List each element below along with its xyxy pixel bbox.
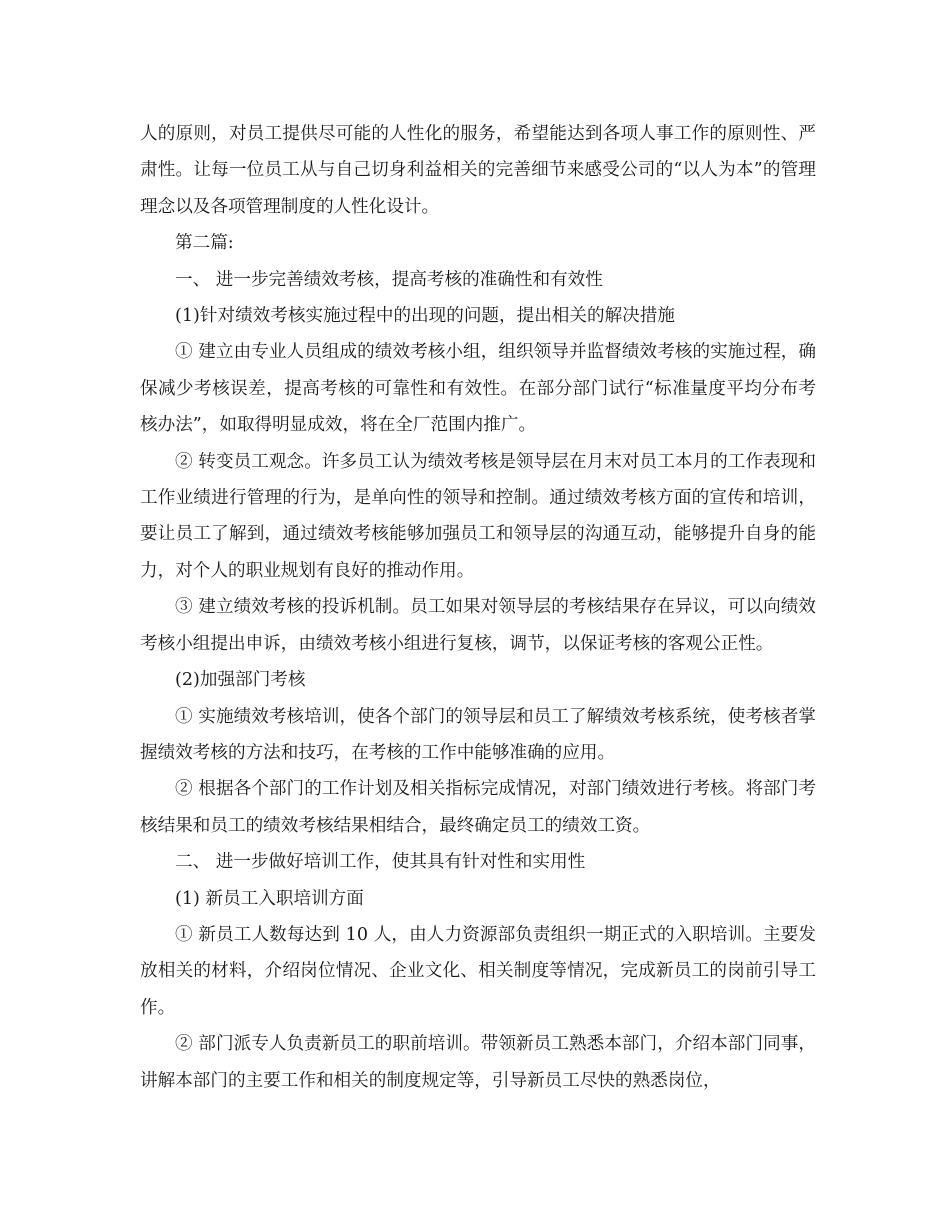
paragraph-onboarding-session: ① 新员工人数每达到 10 人，由人力资源部负责组织一期正式的入职培训。主要发放相关的材料，介绍岗位情况、企业文化、相关制度等情况，完成新员工的岗前引导工作。 — [140, 924, 816, 1018]
subheading-new-employee-training: (1) 新员工入职培训方面 — [175, 888, 364, 909]
paragraph-department-performance: ② 根据各个部门的工作计划及相关指标完成情况，对部门绩效进行考核。将部门考核结果和员工的绩效考核结果相结合，最终确定员工的绩效工资。 — [140, 779, 816, 836]
paragraph-appraisal-team: ① 建立由专业人员组成的绩效考核小组，组织领导并监督绩效考核的实施过程，确保减少考核误差，提高考核的可靠性和有效性。在部分部门试行“标准量度平均分布考核办法”，如取得明显成效，将在全厂范围内推广。 — [140, 342, 816, 436]
paragraph-appraisal-training: ① 实施绩效考核培训，使各个部门的领导层和员工了解绩效考核系统，使考核者掌握绩效考核的方法和技巧，在考核的工作中能够准确的应用。 — [140, 706, 816, 763]
heading-training-work: 二、 进一步做好培训工作，使其具有针对性和实用性 — [175, 852, 586, 873]
paragraph-change-concepts: ② 转变员工观念。许多员工认为绩效考核是领导层在月末对员工本月的工作表现和工作业绩进行管理的行为，是单向性的领导和控制。通过绩效考核方面的宣传和培训，要让员工了解到，通过绩效考核能够加强员工和领导层的沟通互动，能够提升自身的能力，对个人的职业规划有良好的推动作用。 — [140, 451, 816, 581]
paragraph-complaint-mechanism: ③ 建立绩效考核的投诉机制。员工如果对领导层的考核结果存在异议，可以向绩效考核小组提出申诉，由绩效考核小组进行复核，调节，以保证考核的客观公正性。 — [140, 597, 816, 654]
section-heading-part-two: 第二篇: — [175, 233, 234, 254]
subheading-department-appraisal: (2)加强部门考核 — [175, 670, 306, 691]
document-body — [140, 116, 816, 1099]
subheading-appraisal-issues: (1)针对绩效考核实施过程中的出现的问题，提出相关的解决措施 — [175, 306, 675, 327]
paragraph-department-induction: ② 部门派专人负责新员工的职前培训。带领新员工熟悉本部门，介绍本部门同事，讲解本部门的主要工作和相关的制度规定等，引导新员工尽快的熟悉岗位， — [140, 1034, 816, 1091]
heading-performance-appraisal: 一、 进一步完善绩效考核，提高考核的准确性和有效性 — [175, 269, 603, 290]
paragraph-intro-continuation: 人的原则，对员工提供尽可能的人性化的服务，希望能达到各项人事工作的原则性、严肃性。让每一位员工从与自己切身利益相关的完善细节来感受公司的“以人为本”的管理理念以及各项管理制度的人性化设计。 — [140, 124, 816, 217]
